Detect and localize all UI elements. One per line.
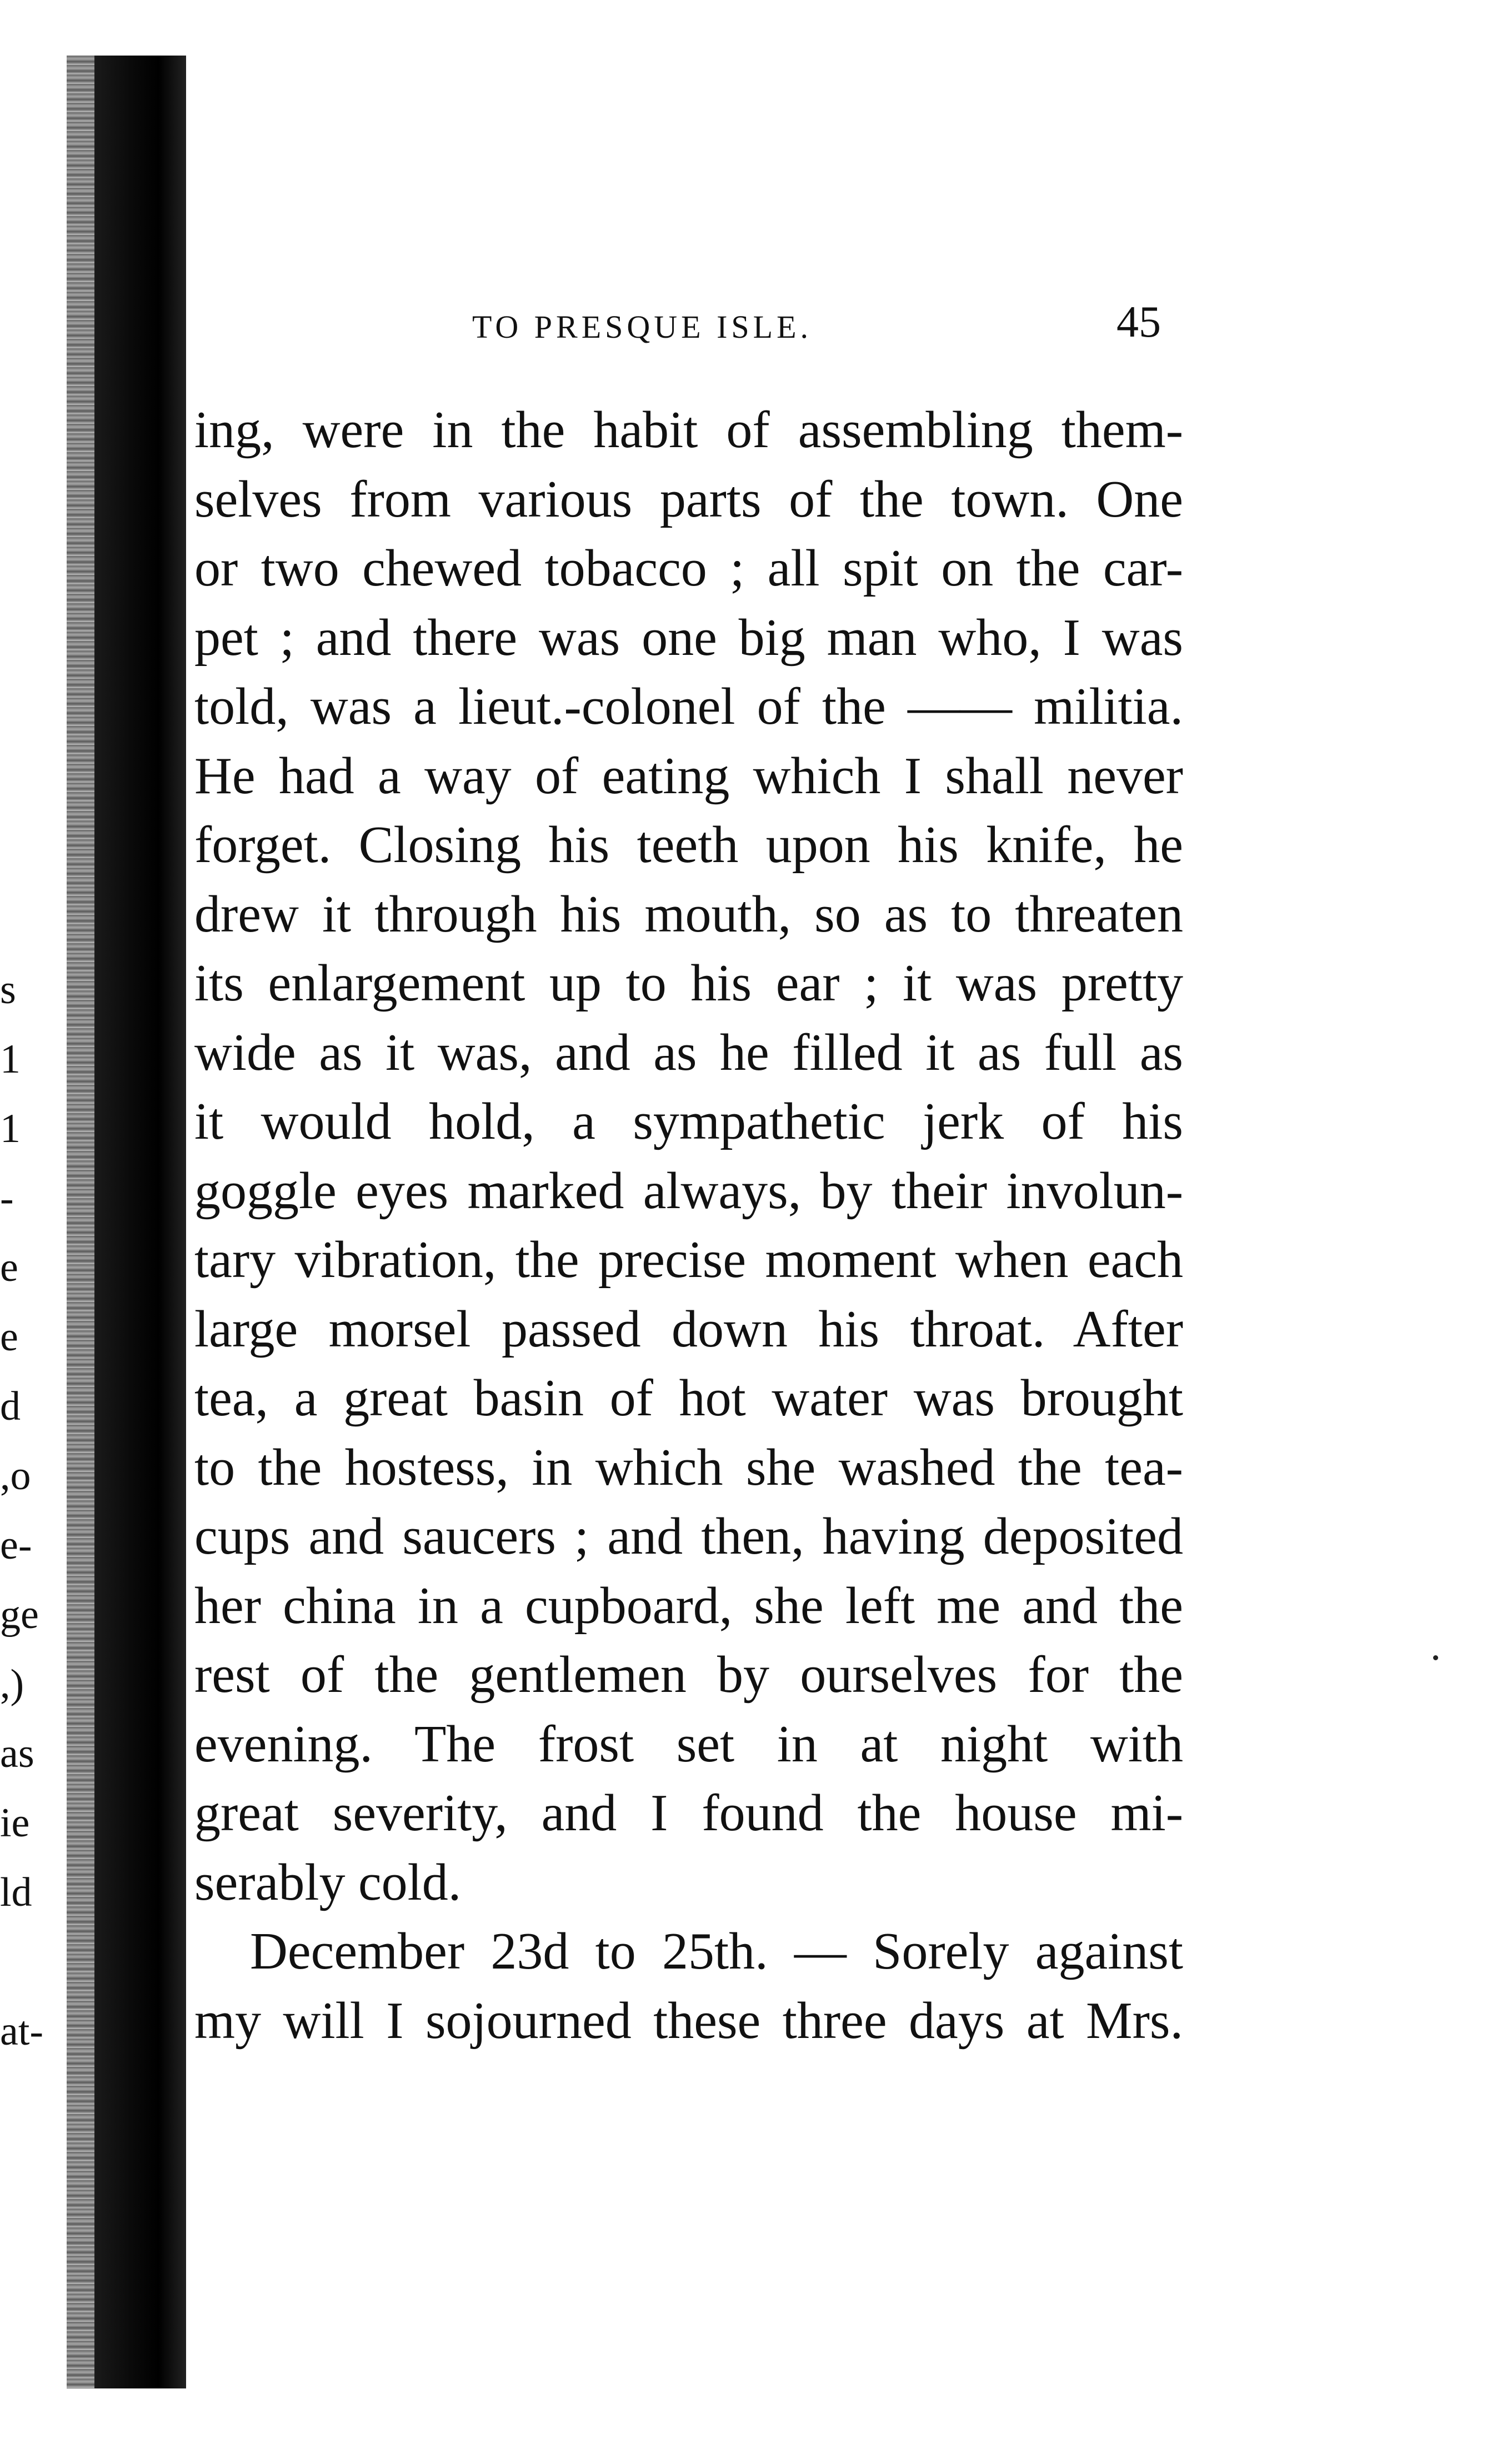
- text-line: or two chewed tobacco ; all spit on the car-: [194, 539, 1183, 597]
- facing-page-fragments: [0, 955, 67, 2066]
- fragment: e-: [0, 1523, 32, 1568]
- text-line: great severity, and I found the house mi-: [194, 1784, 1183, 1842]
- fragment: [0, 1927, 67, 1997]
- text-line: its enlargement up to his ear ; it was pretty: [194, 954, 1183, 1012]
- text-line: selves from various parts of the town. One: [194, 470, 1183, 528]
- text-line: drew it through his mouth, so as to threaten: [194, 885, 1183, 943]
- page-number: 45: [1117, 298, 1161, 347]
- fragment: ,o: [0, 1453, 31, 1499]
- fragment: e: [0, 1245, 18, 1290]
- fragment: ge: [0, 1592, 39, 1637]
- fragment: e: [0, 1314, 18, 1360]
- text-line: pet ; and there was one big man who, I was: [194, 608, 1183, 667]
- text-line: forget. Closing his teeth upon his knife, he: [194, 816, 1183, 874]
- fragment: at-: [0, 2009, 44, 2054]
- text-line: goggle eyes marked always, by their involun-: [194, 1161, 1183, 1220]
- text-line: large morsel passed down his throat. After: [194, 1300, 1183, 1358]
- text-line: rest of the gentlemen by ourselves for the: [194, 1646, 1183, 1704]
- fragment: ie: [0, 1800, 30, 1846]
- body-text: [194, 395, 1183, 2055]
- fragment: 1: [0, 1036, 21, 1082]
- running-title: TO PRESQUE ISLE.: [472, 309, 813, 345]
- text-line: it would hold, a sympathetic jerk of his: [194, 1093, 1183, 1150]
- text-line: my will I sojourned these three days at Mrs.: [194, 1991, 1183, 2050]
- text-line: cups and saucers ; and then, having deposited: [194, 1508, 1183, 1565]
- fragment: -: [0, 1175, 14, 1221]
- fragment: 1: [0, 1106, 21, 1151]
- fragment: s: [0, 967, 16, 1013]
- text-line: tea, a great basin of hot water was brought: [194, 1369, 1183, 1427]
- text-line: ing, were in the habit of assembling them-: [194, 401, 1183, 459]
- text-line: to the hostess, in which she washed the tea-: [194, 1438, 1183, 1496]
- text-line: told, was a lieut.-colonel of the —— militia.: [194, 678, 1183, 735]
- fragment: d: [0, 1384, 21, 1429]
- text-line: wide as it was, and as he filled it as full as: [194, 1023, 1183, 1081]
- fragment: ld: [0, 1870, 32, 1915]
- text-line: He had a way of eating which I shall never: [194, 747, 1183, 805]
- binding-gutter: [94, 56, 186, 2388]
- ink-speck: [1433, 1655, 1438, 1660]
- text-line: serably cold.: [194, 1853, 462, 1911]
- text-line: evening. The frost set in at night with: [194, 1715, 1183, 1773]
- fragment: ,): [0, 1661, 24, 1707]
- paragraph-start-line: December 23d to 25th. — Sorely against: [250, 1922, 1183, 1980]
- fragment: as: [0, 1731, 34, 1776]
- text-line: her china in a cupboard, she left me and the: [194, 1576, 1183, 1635]
- text-line: tary vibration, the precise moment when each: [194, 1231, 1183, 1289]
